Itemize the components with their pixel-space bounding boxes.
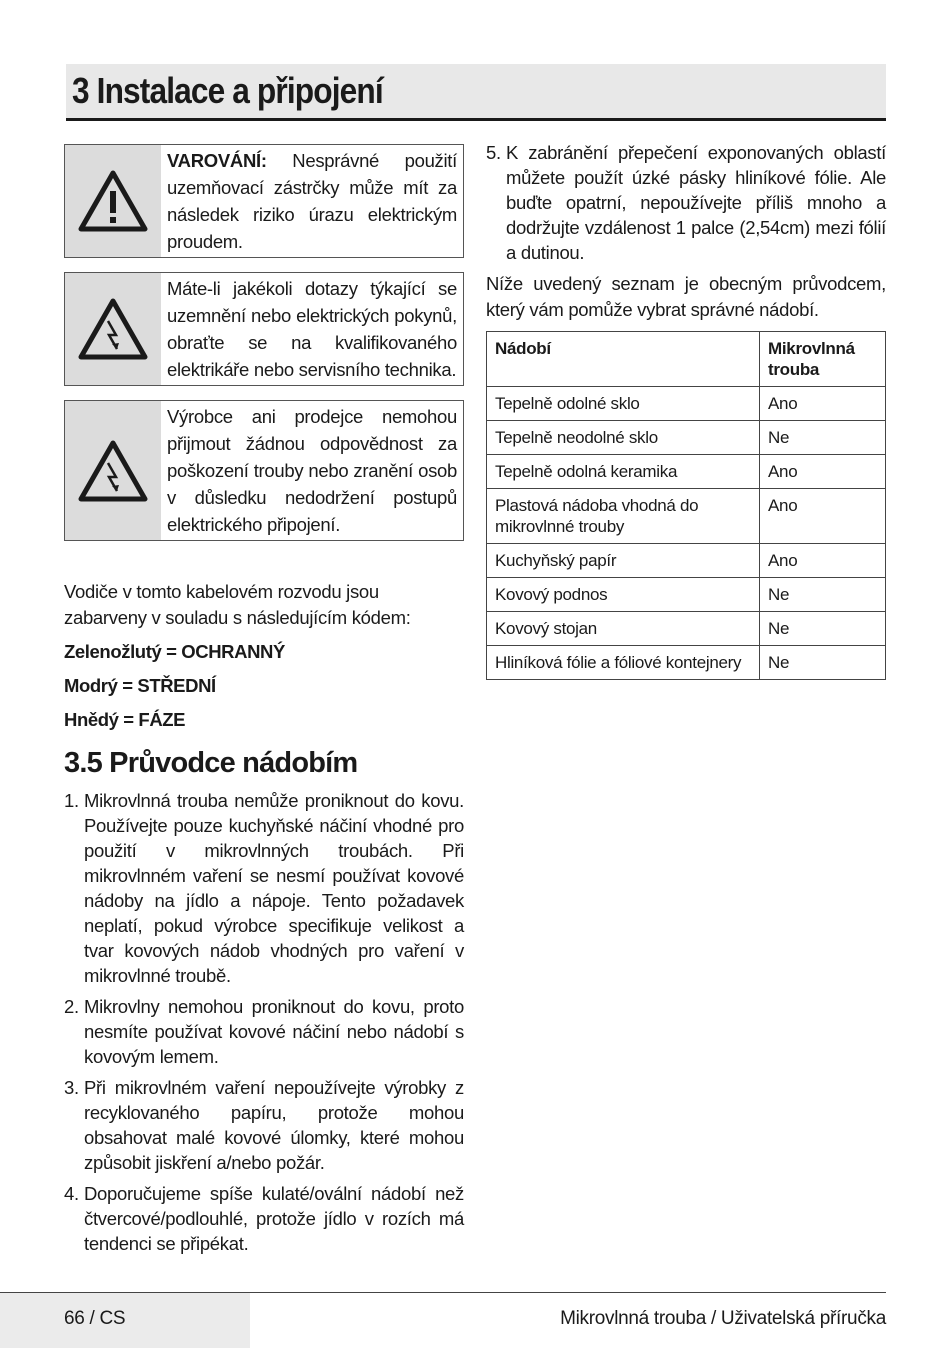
warning-text	[161, 145, 463, 257]
warning-box	[64, 144, 464, 258]
section-title: 3.5 Průvodce nádobím	[64, 747, 358, 779]
table-header-cell: Nádobí	[487, 332, 760, 387]
page-number: 66 / CS	[64, 1308, 126, 1329]
table-row	[487, 421, 886, 455]
wire-code-neutral: Modrý = STŘEDNÍ	[64, 675, 216, 696]
list-item-text: Doporučujeme spíše kulaté/ovální nádobí než čtvercové/podlouhlé, protože jídlo v rozích má tendenci se připékat.	[84, 1183, 464, 1254]
table-row	[487, 455, 886, 489]
cookware-table	[486, 331, 886, 680]
wiring-intro: Vodiče v tomto kabelovém rozvodu jsou zabarveny v souladu s následujícím kódem:	[64, 581, 411, 628]
list-item-number: 1.	[64, 790, 79, 811]
table-cell: Kuchyňský papír	[487, 544, 760, 578]
list-item	[64, 788, 464, 988]
list-item	[486, 140, 886, 265]
right-column	[486, 140, 886, 680]
table-cell: Ano	[760, 544, 886, 578]
list-item-text: K zabránění přepečení exponovaných oblastí můžete použít úzké pásky hliníkové fólie. Ale buďte opatrní, nepoužívejte příliš mnoho a dodržujte vzdálenost 1 palce (2,54cm) mezi fólií a dutinou.	[506, 142, 886, 263]
list-item	[64, 994, 464, 1069]
wire-code-protective: Zelenožlutý = OCHRANNÝ	[64, 641, 285, 662]
table-row	[487, 387, 886, 421]
table-cell: Ne	[760, 612, 886, 646]
table-header-row	[487, 332, 886, 387]
electric-hazard-icon	[65, 273, 161, 385]
table-cell: Kovový stojan	[487, 612, 760, 646]
list-item-number: 4.	[64, 1183, 79, 1204]
list-item-text: Mikrovlnná trouba nemůže proniknout do kovu. Používejte pouze kuchyňské náčiní vhodné pro použití v mikrovlnných troubách. Při mikrovlnném vaření se nesmí používat kovové nádoby na jídlo a nápoje. Tento požadavek neplatí, pokud výrobce specifikuje velikost a tvar kovových nádob vhodných pro vaření v mikrovlnné troubě.	[84, 790, 464, 986]
electric-hazard-icon	[65, 401, 161, 540]
chapter-header	[66, 64, 886, 121]
list-item-number: 5.	[486, 142, 501, 163]
table-cell: Tepelně neodolné sklo	[487, 421, 760, 455]
chapter-title: 3 Instalace a připojení	[72, 70, 383, 111]
table-row	[487, 612, 886, 646]
footer-divider	[0, 1292, 886, 1293]
table-cell: Ano	[760, 489, 886, 544]
table-intro: Níže uvedený seznam je obecným průvodcem, který vám pomůže vybrat správné nádobí.	[486, 273, 886, 320]
table-row	[487, 646, 886, 680]
caution-text: Máte-li jakékoli dotazy týkající se uzemnění nebo elektrických pokynů, obraťte se na kvalifikovaného elektrikáře nebo servisního technika.	[167, 278, 457, 380]
table-cell: Ne	[760, 421, 886, 455]
wire-code-phase: Hnědý = FÁZE	[64, 709, 186, 730]
caution-box	[64, 272, 464, 386]
warning-body: Nesprávné použití uzemňovací zástrčky může mít za následek riziko úrazu elektrickým proudem.	[167, 150, 457, 252]
list-item	[64, 1075, 464, 1175]
document-title: Mikrovlnná trouba / Uživatelská příručka	[560, 1308, 886, 1329]
left-column	[64, 144, 464, 1262]
table-cell: Tepelně odolné sklo	[487, 387, 760, 421]
table-cell: Ne	[760, 646, 886, 680]
table-header-cell: Mikrovlnná trouba	[760, 332, 886, 387]
table-row	[487, 544, 886, 578]
table-cell: Ano	[760, 455, 886, 489]
table-cell: Ano	[760, 387, 886, 421]
table-cell: Tepelně odolná keramika	[487, 455, 760, 489]
list-item-number: 3.	[64, 1077, 79, 1098]
table-row	[487, 578, 886, 612]
list-item-number: 2.	[64, 996, 79, 1017]
table-cell: Kovový podnos	[487, 578, 760, 612]
caution-box	[64, 400, 464, 541]
warning-triangle-icon	[65, 145, 161, 257]
table-row	[487, 489, 886, 544]
list-item-text: Mikrovlny nemohou proniknout do kovu, proto nesmíte používat kovové náčiní nebo nádobí s kovovým lemem.	[84, 996, 464, 1067]
table-cell: Plastová nádoba vhodná do mikrovlnné trouby	[487, 489, 760, 544]
table-cell: Hliníková fólie a fóliové kontejnery	[487, 646, 760, 680]
list-item-text: Při mikrovlném vaření nepoužívejte výrobky z recyklovaného papíru, protože mohou obsahovat malé kovové úlomky, které mohou způsobit jiskření a/nebo požár.	[84, 1077, 464, 1173]
warning-lead: VAROVÁNÍ:	[167, 150, 267, 171]
caution-text: Výrobce ani prodejce nemohou přijmout žádnou odpovědnost za poškození trouby nebo zranění osob v důsledku nedodržení postupů elektrického připojení.	[167, 406, 457, 535]
table-cell: Ne	[760, 578, 886, 612]
list-item	[64, 1181, 464, 1256]
